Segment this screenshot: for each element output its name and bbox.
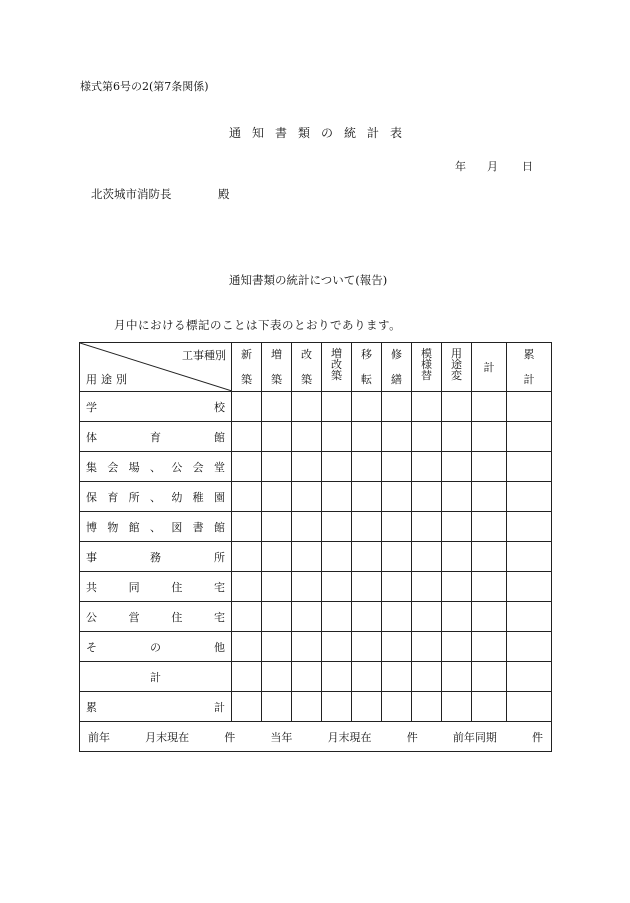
footer-row (80, 722, 552, 752)
data-cell[interactable] (472, 632, 507, 662)
data-cell[interactable] (442, 662, 472, 692)
footer-text: 件 (406, 730, 418, 744)
data-cell[interactable] (472, 512, 507, 542)
data-cell[interactable] (322, 602, 352, 632)
data-cell[interactable] (322, 572, 352, 602)
row-label (80, 632, 232, 662)
data-cell[interactable] (442, 482, 472, 512)
row-label-text: 共 同 住 宅 (86, 580, 225, 594)
data-cell[interactable] (382, 662, 412, 692)
table-row (80, 662, 552, 692)
data-cell[interactable] (442, 542, 472, 572)
data-cell[interactable] (322, 482, 352, 512)
footer-text: 月末現在 (145, 730, 190, 744)
data-cell[interactable] (352, 662, 382, 692)
data-cell[interactable] (442, 572, 472, 602)
data-cell[interactable] (322, 632, 352, 662)
column-header (262, 343, 292, 392)
column-header (352, 343, 382, 392)
data-cell[interactable] (262, 662, 292, 692)
data-cell[interactable] (412, 422, 442, 452)
data-cell[interactable] (232, 572, 262, 602)
data-cell[interactable] (507, 662, 552, 692)
data-cell[interactable] (232, 482, 262, 512)
data-cell[interactable] (472, 692, 507, 722)
data-cell[interactable] (442, 692, 472, 722)
corner-top-label: 工事種別 (182, 349, 226, 362)
row-label-text: 累 計 (86, 700, 225, 714)
column-header (442, 343, 472, 392)
column-header-label: 増 改 築 (331, 347, 342, 382)
data-cell[interactable] (322, 542, 352, 572)
footer-cell (80, 722, 552, 752)
document-title: 通知書類の統計表 (229, 126, 414, 140)
footer-text: 当年 (270, 730, 293, 744)
data-cell[interactable] (412, 662, 442, 692)
row-label-text: 事 務 所 (86, 550, 225, 564)
data-cell[interactable] (507, 542, 552, 572)
corner-cell (80, 343, 232, 392)
header-row (80, 343, 552, 392)
data-cell[interactable] (382, 542, 412, 572)
data-cell[interactable] (507, 572, 552, 602)
data-cell[interactable] (412, 602, 442, 632)
data-cell[interactable] (352, 482, 382, 512)
data-cell[interactable] (412, 452, 442, 482)
data-cell[interactable] (412, 572, 442, 602)
row-label-text: そ の 他 (86, 640, 225, 654)
column-header-label: 新 築 (241, 348, 252, 386)
data-cell[interactable] (442, 452, 472, 482)
data-cell[interactable] (412, 512, 442, 542)
data-cell[interactable] (412, 692, 442, 722)
data-cell[interactable] (352, 692, 382, 722)
table-row (80, 692, 552, 722)
row-label (80, 392, 232, 422)
data-cell[interactable] (292, 542, 322, 572)
data-cell[interactable] (292, 572, 322, 602)
data-cell[interactable] (262, 542, 292, 572)
data-cell[interactable] (262, 392, 292, 422)
data-cell[interactable] (262, 512, 292, 542)
data-cell[interactable] (232, 662, 262, 692)
row-label (80, 572, 232, 602)
data-cell[interactable] (382, 392, 412, 422)
row-label (80, 662, 232, 692)
corner-bottom-label: 用途別 (86, 373, 131, 386)
footer-text: 件 (531, 730, 543, 744)
column-header-label: 計 (483, 361, 495, 374)
data-cell[interactable] (292, 662, 322, 692)
column-header-label: 修 繕 (391, 348, 402, 386)
row-label (80, 482, 232, 512)
table-row (80, 632, 552, 662)
data-cell[interactable] (292, 422, 322, 452)
table-row (80, 482, 552, 512)
date-day-label: 日 (522, 160, 533, 173)
data-cell[interactable] (382, 692, 412, 722)
data-cell[interactable] (382, 422, 412, 452)
data-cell[interactable] (472, 602, 507, 632)
data-cell[interactable] (507, 632, 552, 662)
row-label (80, 422, 232, 452)
data-cell[interactable] (507, 692, 552, 722)
column-header-label: 改 築 (301, 348, 312, 386)
column-header (472, 343, 507, 392)
column-header (507, 343, 552, 392)
table-row (80, 542, 552, 572)
table-row (80, 422, 552, 452)
column-header-label: 累 計 (523, 348, 535, 386)
data-cell[interactable] (262, 572, 292, 602)
data-cell[interactable] (232, 542, 262, 572)
column-header (232, 343, 262, 392)
data-cell[interactable] (322, 422, 352, 452)
data-cell[interactable] (352, 602, 382, 632)
data-cell[interactable] (232, 692, 262, 722)
data-cell[interactable] (382, 572, 412, 602)
data-cell[interactable] (472, 422, 507, 452)
data-cell[interactable] (472, 392, 507, 422)
data-cell[interactable] (382, 632, 412, 662)
data-cell[interactable] (382, 452, 412, 482)
data-cell[interactable] (472, 452, 507, 482)
data-cell[interactable] (322, 662, 352, 692)
table-row (80, 452, 552, 482)
data-cell[interactable] (262, 482, 292, 512)
row-label (80, 512, 232, 542)
data-cell[interactable] (232, 392, 262, 422)
data-cell[interactable] (292, 692, 322, 722)
data-cell[interactable] (507, 512, 552, 542)
data-cell[interactable] (412, 542, 442, 572)
data-cell[interactable] (232, 452, 262, 482)
data-cell[interactable] (472, 482, 507, 512)
data-cell[interactable] (262, 602, 292, 632)
column-header-label: 増 築 (271, 348, 282, 386)
row-label (80, 452, 232, 482)
data-cell[interactable] (472, 662, 507, 692)
data-cell[interactable] (382, 602, 412, 632)
table-row (80, 602, 552, 632)
intro-text: 月中における標記のことは下表のとおりであります。 (114, 318, 402, 332)
row-label-text: 学 校 (86, 400, 225, 414)
data-cell[interactable] (232, 632, 262, 662)
footer-summary (80, 729, 551, 745)
data-cell[interactable] (507, 392, 552, 422)
data-cell[interactable] (292, 632, 322, 662)
column-header-label: 用 途 変 (451, 347, 462, 382)
data-cell[interactable] (292, 482, 322, 512)
row-label-text: 公 営 住 宅 (86, 610, 225, 624)
data-cell[interactable] (472, 542, 507, 572)
table-row (80, 392, 552, 422)
data-cell[interactable] (292, 602, 322, 632)
data-cell[interactable] (292, 512, 322, 542)
data-cell[interactable] (352, 542, 382, 572)
footer-text: 前年 (88, 730, 110, 744)
statistics-table (79, 342, 552, 752)
data-cell[interactable] (232, 602, 262, 632)
row-label (80, 692, 232, 722)
data-cell[interactable] (352, 422, 382, 452)
data-cell[interactable] (262, 452, 292, 482)
data-cell[interactable] (412, 632, 442, 662)
data-cell[interactable] (442, 392, 472, 422)
data-cell[interactable] (322, 512, 352, 542)
row-label (80, 542, 232, 572)
data-cell[interactable] (232, 422, 262, 452)
footer-text: 件 (224, 730, 236, 744)
form-number: 様式第6号の2(第7条関係) (80, 80, 209, 93)
footer-text: 月末現在 (327, 730, 372, 744)
subject-line: 通知書類の統計について(報告) (229, 273, 388, 287)
data-cell[interactable] (507, 422, 552, 452)
row-label-text: 計 (150, 670, 161, 684)
data-cell[interactable] (352, 572, 382, 602)
data-cell[interactable] (352, 632, 382, 662)
column-header-label: 移 転 (361, 348, 372, 386)
data-cell[interactable] (322, 392, 352, 422)
data-cell[interactable] (352, 392, 382, 422)
data-cell[interactable] (262, 632, 292, 662)
column-header (412, 343, 442, 392)
footer-text: 前年同期 (452, 730, 497, 744)
row-label-text: 集 会 場 、 公 会 堂 (86, 460, 225, 474)
data-cell[interactable] (472, 572, 507, 602)
row-label-text: 体 育 館 (86, 430, 225, 444)
data-cell[interactable] (352, 452, 382, 482)
data-cell[interactable] (412, 482, 442, 512)
row-label (80, 602, 232, 632)
data-cell[interactable] (322, 452, 352, 482)
data-cell[interactable] (262, 692, 292, 722)
data-cell[interactable] (507, 482, 552, 512)
data-cell[interactable] (292, 452, 322, 482)
data-cell[interactable] (412, 392, 442, 422)
column-header (322, 343, 352, 392)
data-cell[interactable] (232, 512, 262, 542)
column-header (382, 343, 412, 392)
honorific: 殿 (218, 187, 230, 201)
data-cell[interactable] (262, 422, 292, 452)
row-label-text: 博 物 館 、 図 書 館 (86, 520, 225, 534)
data-cell[interactable] (507, 452, 552, 482)
data-cell[interactable] (292, 392, 322, 422)
column-header-label: 模 様 替 (421, 347, 432, 382)
addressee: 北茨城市消防長 (91, 187, 172, 201)
data-cell[interactable] (382, 512, 412, 542)
data-cell[interactable] (352, 512, 382, 542)
data-cell[interactable] (442, 422, 472, 452)
table-row (80, 572, 552, 602)
data-cell[interactable] (322, 692, 352, 722)
data-cell[interactable] (507, 602, 552, 632)
data-cell[interactable] (382, 482, 412, 512)
date-month-label: 月 (487, 160, 498, 173)
data-cell[interactable] (442, 512, 472, 542)
table-row (80, 512, 552, 542)
data-cell[interactable] (442, 632, 472, 662)
row-label-text: 保 育 所 、 幼 稚 園 (86, 490, 225, 504)
date-year-label: 年 (455, 160, 466, 173)
data-cell[interactable] (442, 602, 472, 632)
column-header (292, 343, 322, 392)
